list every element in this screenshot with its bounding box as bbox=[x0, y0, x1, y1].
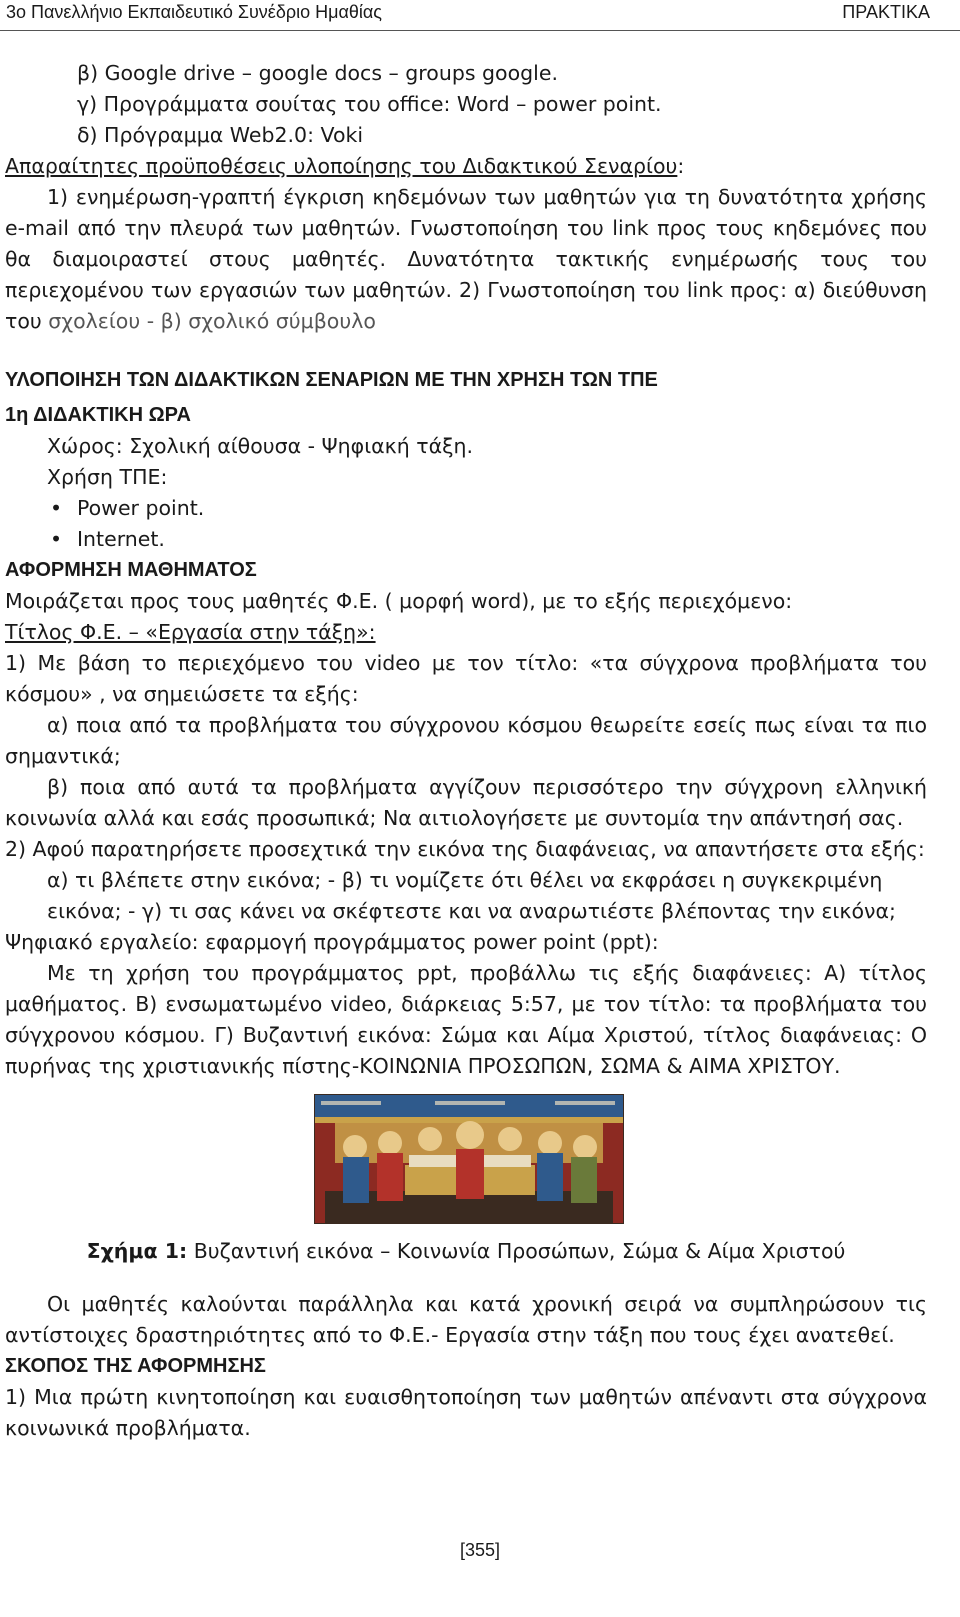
page-body bbox=[5, 58, 927, 1444]
hour-heading: 1η ΔΙΔΑΚΤΙΚΗ ΩΡΑ bbox=[5, 404, 191, 426]
list-item: δ) Πρόγραμμα Web2.0: Voki bbox=[77, 123, 364, 147]
question-1: 1) Με βάση το περιεχόμενο του video με τον τίτλο: «τα σύγχρονα προβλήματα του κόσμου» , να σημειώσετε τα εξής: bbox=[5, 651, 927, 706]
figure-caption bbox=[5, 1236, 927, 1267]
bullet-text: Internet. bbox=[77, 527, 165, 551]
caption-label: Σχήμα 1: bbox=[86, 1239, 188, 1263]
prerequisites-colon: : bbox=[677, 154, 685, 178]
header-label: ΠΡΑΚΤΙΚΑ bbox=[842, 2, 930, 22]
page-number: [355] bbox=[459, 1540, 501, 1560]
icon-painting bbox=[315, 1095, 623, 1223]
bullet-item bbox=[5, 524, 927, 555]
motivation-heading: ΑΦΟΡΜΗΣΗ ΜΑΘΗΜΑΤΟΣ bbox=[5, 559, 257, 581]
conference-title: 3ο Πανελλήνιο Εκπαιδευτικό Συνέδριο Ημαθίας bbox=[6, 2, 382, 22]
question-1a: α) ποια από τα προβλήματα του σύγχρονου κόσμου θεωρείτε εσείς πως είναι τα πιο σημαντικά; bbox=[5, 713, 927, 768]
goal-heading: ΣΚΟΠΟΣ ΤΗΣ ΑΦΟΡΜΗΣΗΣ bbox=[5, 1355, 266, 1377]
ict-line: Χρήση ΤΠΕ: bbox=[47, 465, 168, 489]
worksheet-title: Τίτλος Φ.Ε. – «Εργασία στην τάξη»: bbox=[5, 620, 376, 644]
list-item: β) Google drive – google docs – groups google. bbox=[77, 61, 558, 85]
running-header bbox=[0, 0, 960, 31]
question-2a-line1: α) τι βλέπετε στην εικόνα; - β) τι νομίζετε ότι θέλει να εκφράσει η συγκεκριμένη bbox=[47, 868, 883, 892]
bullet-icon: • bbox=[50, 527, 63, 551]
space-line: Χώρος: Σχολική αίθουσα - Ψηφιακή τάξη. bbox=[47, 434, 474, 458]
list-item: γ) Προγράμματα σουίτας του office: Word – power point. bbox=[77, 92, 662, 116]
prerequisites-heading bbox=[5, 151, 927, 182]
bullet-item bbox=[5, 493, 927, 524]
question-2a-line2: εικόνα; - γ) τι σας κάνει να σκέφτεστε και να αναρωτιέστε βλέποντας την εικόνα; bbox=[47, 899, 896, 923]
byzantine-icon-image bbox=[314, 1094, 624, 1224]
goal-paragraph: 1) Μια πρώτη κινητοποίηση και ευαισθητοποίηση των μαθητών απέναντι στα σύγχρονα κοινωνικά προβλήματα. bbox=[5, 1385, 927, 1440]
bullet-icon: • bbox=[50, 496, 63, 520]
ppt-paragraph: Με τη χρήση του προγράμματος ppt, προβάλλω τις εξής διαφάνειες: Α) τίτλος μαθήματος. Β) ενσωματωμένο video, διάρκειας 5:57, με τον τίτλο: τα προβλήματα του σύγχρονου κόσμου. Γ) Βυζαντινή εικόνα: Σώμα και Αίμα Χριστού, τίτλος διαφάνειας: Ο πυρήνας της χριστιανικής πίστης-ΚΟΙΝΩΝΙΑ ΠΡΟΣΩΠΩΝ, ΣΩΜΑ & ΑΙΜΑ ΧΡΙΣΤΟΥ. bbox=[5, 961, 927, 1078]
bullet-text: Power point. bbox=[77, 496, 205, 520]
caption-text: Βυζαντινή εικόνα – Κοινωνία Προσώπων, Σώμα & Αίμα Χριστού bbox=[187, 1239, 846, 1263]
question-1b: β) ποια από αυτά τα προβλήματα αγγίζουν περισσότερο την σύγχρονη ελληνική κοινωνία αλλά και εσάς προσωπικά; Να αιτιολογήσετε με συντομία την απάντησή σας. bbox=[5, 775, 927, 830]
prerequisites-text-tail: σχολείου - β) σχολικό σύμβουλο bbox=[48, 309, 376, 333]
question-2: 2) Αφού παρατηρήσετε προσεχτικά την εικόνα της διαφάνειας, να απαντήσετε στα εξής: bbox=[5, 837, 925, 861]
share-line: Μοιράζεται προς τους μαθητές Φ.Ε. ( μορφή word), με το εξής περιεχόμενο: bbox=[5, 589, 793, 613]
prerequisites-paragraph bbox=[5, 182, 927, 337]
section-heading: ΥΛΟΠΟΙΗΣΗ ΤΩΝ ΔΙΔΑΚΤΙΚΩΝ ΣΕΝΑΡΙΩΝ ΜΕ ΤΗΝ ΧΡΗΣΗ ΤΩΝ ΤΠΕ bbox=[5, 369, 658, 391]
prerequisites-title: Απαραίτητες προϋποθέσεις υλοποίησης του Διδακτικού Σεναρίου bbox=[5, 154, 678, 178]
prerequisites-text: 1) ενημέρωση-γραπτή έγκριση κηδεμόνων των μαθητών για τη δυνατότητα χρήσης e-mail από την πλευρά των μαθητών. Γνωστοποίηση του link προς τους κηδεμόνες που θα διαμοιραστεί στους μαθητές. Δυνατότητα τακτικής ενημέρωσής τους του περιεχομένου των εργασιών των μαθητών. 2) Γνωστοποίηση του link προς: α) διεύθυνση του bbox=[5, 185, 927, 333]
tool-line: Ψηφιακό εργαλείο: εφαρμογή προγράμματος power point (ppt): bbox=[5, 930, 659, 954]
students-paragraph: Οι μαθητές καλούνται παράλληλα και κατά χρονική σειρά να συμπληρώσουν τις αντίστοιχες δραστηριότητες από το Φ.Ε.- Εργασία στην τάξη που τους έχει ανατεθεί. bbox=[5, 1292, 927, 1347]
